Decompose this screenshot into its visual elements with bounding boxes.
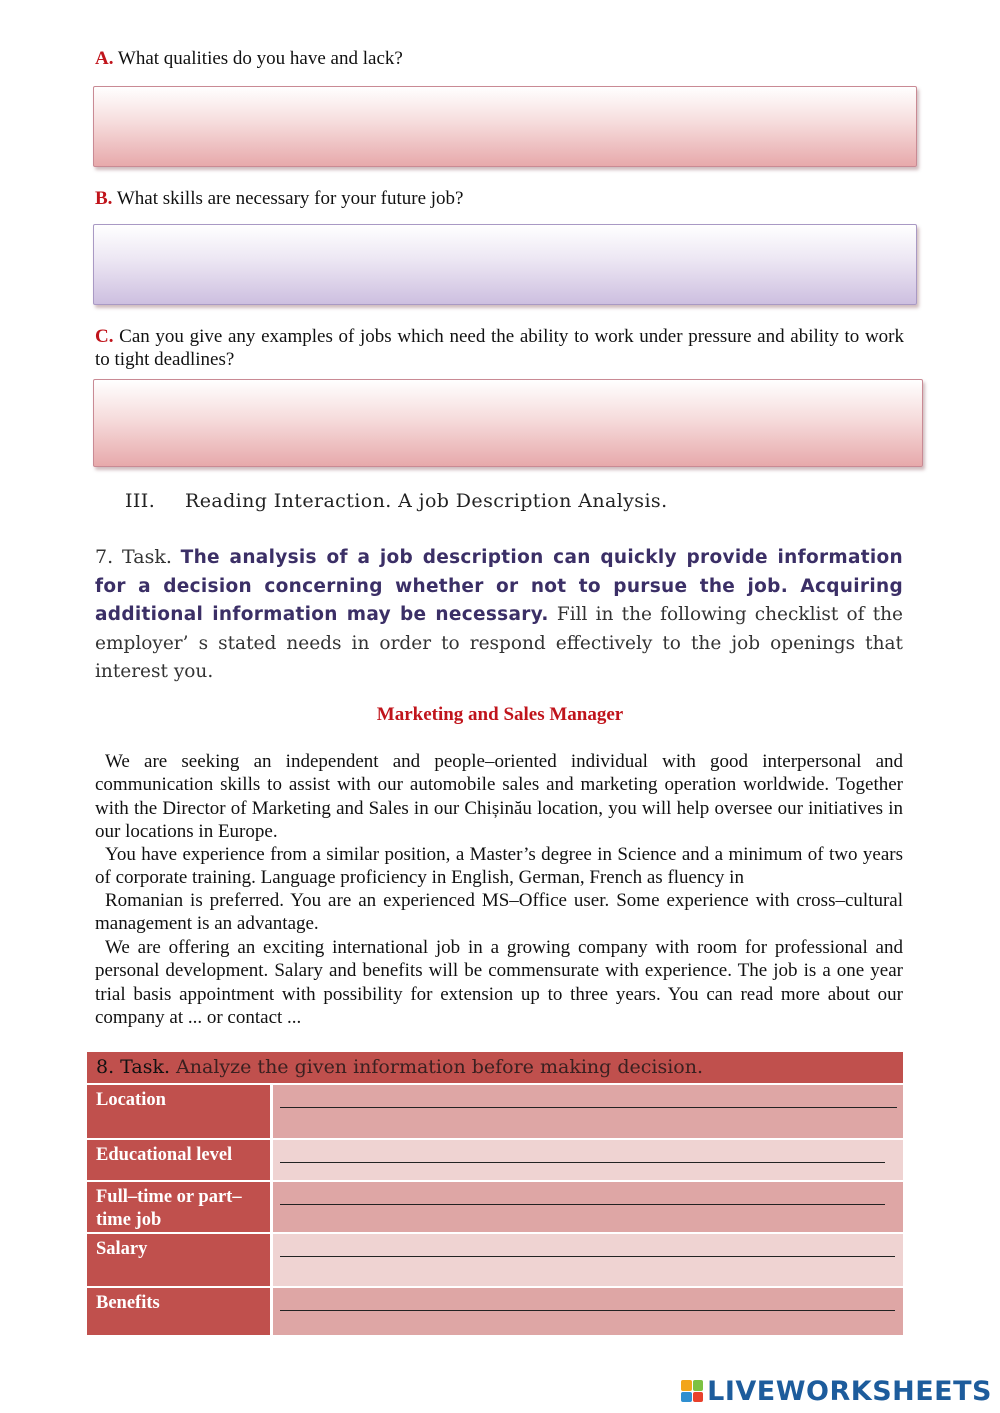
question-c <box>95 325 904 371</box>
question-text: What skills are necessary for your future job? <box>116 188 464 209</box>
row-input-educational-level[interactable] <box>273 1140 903 1180</box>
liveworksheets-brand: LIVEWORKSHEETS <box>707 1375 992 1407</box>
liveworksheets-logo[interactable] <box>681 1377 992 1405</box>
question-letter: C. <box>95 326 114 347</box>
question-text: Can you give any examples of jobs which need the ability to work under pressure and ability to work to tight deadlines? <box>95 326 904 370</box>
row-label-location: Location <box>87 1085 270 1138</box>
answer-box-a[interactable] <box>93 86 917 167</box>
row-label-job-type: Full–time or part–time job <box>87 1182 270 1232</box>
task-8-label: 8. Task. <box>96 1056 170 1078</box>
row-label-educational-level: Educational level <box>87 1140 270 1180</box>
job-paragraph-4: We are offering an exciting international job in a growing company with room for professional and personal development. Salary and benefits will be commensurate with experience. The job is a one year trial basis appointment with possibility for extension up to three years. You can read more about our company at ... or contact ... <box>95 937 903 1028</box>
row-input-salary[interactable] <box>273 1234 903 1286</box>
question-a <box>95 47 904 70</box>
question-text: What qualities do you have and lack? <box>117 48 403 69</box>
question-b <box>95 187 904 210</box>
task-8-table <box>87 1052 903 1335</box>
row-label-benefits: Benefits <box>87 1288 270 1335</box>
section-heading <box>125 490 668 512</box>
task-8-text: Analyze the given information before making decision. <box>176 1056 704 1078</box>
task-7-instructions <box>95 543 903 687</box>
task-7-text: Fill in the following checklist of the employer’ s stated needs in order to respond effectively to the job openings that interest you. <box>95 604 903 682</box>
question-letter: A. <box>95 48 114 69</box>
task-7-label: 7. Task. <box>95 546 172 568</box>
answer-box-b[interactable] <box>93 224 917 305</box>
task-7-bold-text: The analysis of a job description can quickly provide information for a decision concerning whether or not to pursue the job. Acquiring additional information may be necessary. <box>95 547 903 625</box>
row-input-benefits[interactable] <box>273 1288 903 1335</box>
row-input-job-type[interactable] <box>273 1182 903 1232</box>
liveworksheets-logo-icon <box>681 1380 703 1402</box>
row-label-salary: Salary <box>87 1234 270 1286</box>
question-letter: B. <box>95 188 113 209</box>
job-paragraph-1: We are seeking an independent and people–oriented individual with good interpersonal and communication skills to assist with our automobile sales and marketing operation worldwide. Together with the Director of Marketing and Sales in our Chișinău location, you will help oversee our initiatives in our locations in Europe. <box>95 751 903 842</box>
job-paragraph-2: You have experience from a similar position, a Master’s degree in Science and a minimum of two years of corporate training. Language proficiency in English, German, French as fluency in <box>95 844 903 889</box>
answer-box-c[interactable] <box>93 379 923 467</box>
section-number: III. <box>125 490 156 512</box>
row-input-location[interactable] <box>273 1085 903 1138</box>
job-paragraph-3: Romanian is preferred. You are an experienced MS–Office user. Some experience with cross–cultural management is an advantage. <box>95 890 903 935</box>
task-8-header <box>87 1052 903 1083</box>
job-title: Marketing and Sales Manager <box>376 704 624 725</box>
section-title: Reading Interaction. A job Description Analysis. <box>185 490 668 512</box>
